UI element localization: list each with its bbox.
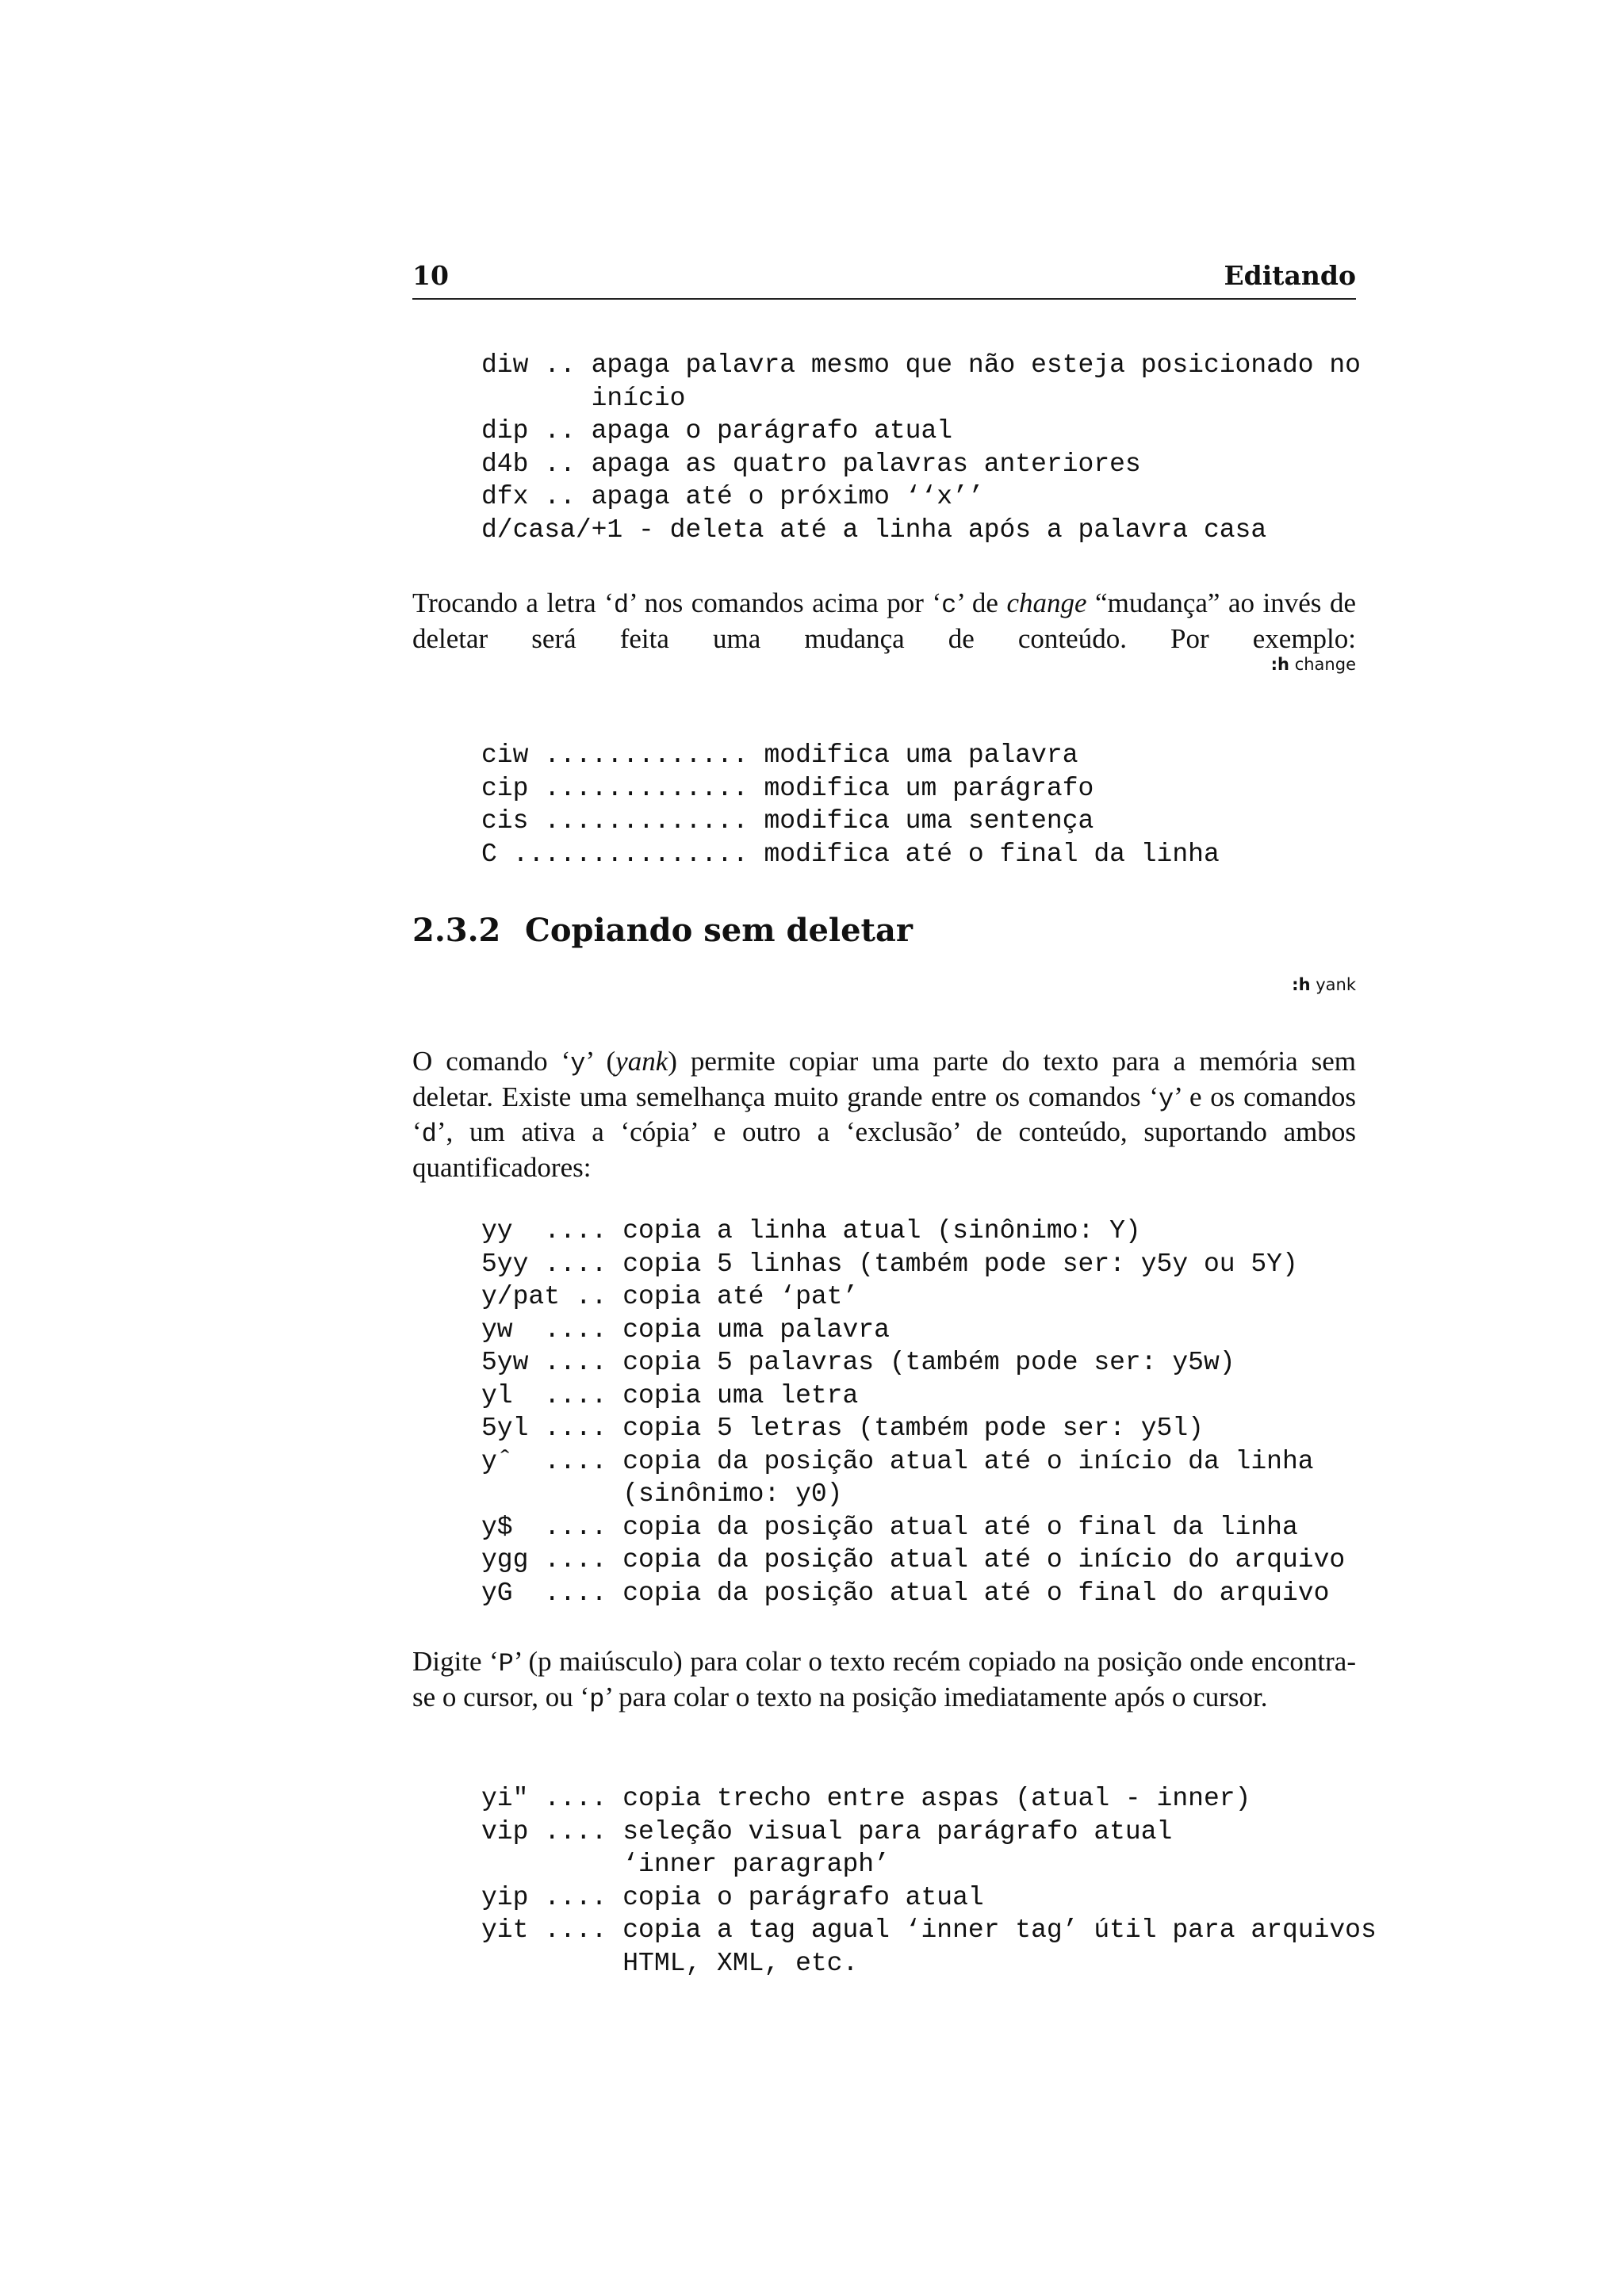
running-head: Editando: [1224, 260, 1356, 291]
code-line: C ............... modifica até o final da linha: [481, 839, 1220, 869]
page-header: [412, 258, 1356, 300]
section-heading: [412, 912, 913, 949]
paragraph-yank: O comando ‘y’ (yank) permite copiar uma parte do texto para a memória sem deletar. Existe uma semelhança muito grande entre os comandos ‘y’ e os comandos ‘d’, um ativa a ‘cópia’ e outro a ‘exclusão’ de conteúdo, suportando ambos quantificadores:: [412, 1046, 1356, 1183]
code-line: yit .... copia a tag agual ‘inner tag’ útil para arquivos: [481, 1915, 1377, 1945]
code-line: yw .... copia uma palavra: [481, 1314, 890, 1345]
delete-commands-list: [481, 349, 1361, 546]
code-line: yˆ .... copia da posição atual até o início da linha: [481, 1446, 1314, 1476]
code-line: cis ............. modifica uma sentença: [481, 806, 1094, 836]
change-commands-list: [481, 739, 1220, 871]
code-line: 5yw .... copia 5 palavras (também pode ser: y5w): [481, 1348, 1235, 1377]
code-line: yi" .... copia trecho entre aspas (atual - inner): [481, 1784, 1251, 1813]
code-line: ‘inner paragraph’: [481, 1850, 890, 1879]
code-line: y/pat .. copia até ‘pat’: [481, 1282, 859, 1311]
code-line: ciw ............. modifica uma palavra: [481, 740, 1078, 770]
code-line: yip .... copia o parágrafo atual: [481, 1882, 984, 1912]
code-line: d/casa/+1 - deleta até a linha após a palavra casa: [481, 515, 1267, 545]
code-line: yG .... copia da posição atual até o final do arquivo: [481, 1578, 1330, 1608]
code-line: HTML, XML, etc.: [481, 1948, 859, 1978]
code-line: diw .. apaga palavra mesmo que não esteja posicionado no: [481, 350, 1361, 380]
code-line: yl .... copia uma letra: [481, 1380, 859, 1410]
code-line: ygg .... copia da posição atual até o início do arquivo: [481, 1545, 1346, 1575]
code-line: cip ............. modifica um parágrafo: [481, 773, 1094, 803]
section-number: 2.3.2: [412, 912, 501, 949]
paragraph-paste: Digite ‘P’ (p maiúsculo) para colar o texto recém copiado na posição onde encontra-se o cursor, ou ‘p’ para colar o texto na posição imediatamente após o cursor.: [412, 1646, 1356, 1714]
page-number: 10: [412, 260, 449, 291]
code-line: d4b .. apaga as quatro palavras anteriores: [481, 449, 1141, 479]
code-line: vip .... seleção visual para parágrafo atual: [481, 1816, 1173, 1846]
code-line: início: [481, 383, 686, 413]
paragraph-change: Trocando a letra ‘d’ nos comandos acima por ‘c’ de change “mudança” ao invés de deletar será feita uma mudança de conteúdo. Por exemplo:: [412, 587, 1356, 654]
code-line: dfx .. apaga até o próximo ‘‘x’’: [481, 482, 984, 511]
code-line: 5yl .... copia 5 letras (também pode ser: y5l): [481, 1414, 1204, 1443]
inner-commands-list: [481, 1782, 1377, 1980]
code-line: dip .. apaga o parágrafo atual: [481, 416, 953, 446]
code-line: yy .... copia a linha atual (sinônimo: Y): [481, 1216, 1141, 1246]
yank-commands-list: [481, 1215, 1345, 1609]
code-line: 5yy .... copia 5 linhas (também pode ser: y5y ou 5Y): [481, 1249, 1298, 1279]
margin-note-yank: :h yank: [1292, 975, 1356, 994]
code-line: y$ .... copia da posição atual até o final da linha: [481, 1512, 1298, 1542]
section-title: Copiando sem deletar: [525, 912, 914, 949]
margin-note-change: :h change: [1270, 655, 1356, 674]
code-line: (sinônimo: y0): [481, 1479, 843, 1509]
